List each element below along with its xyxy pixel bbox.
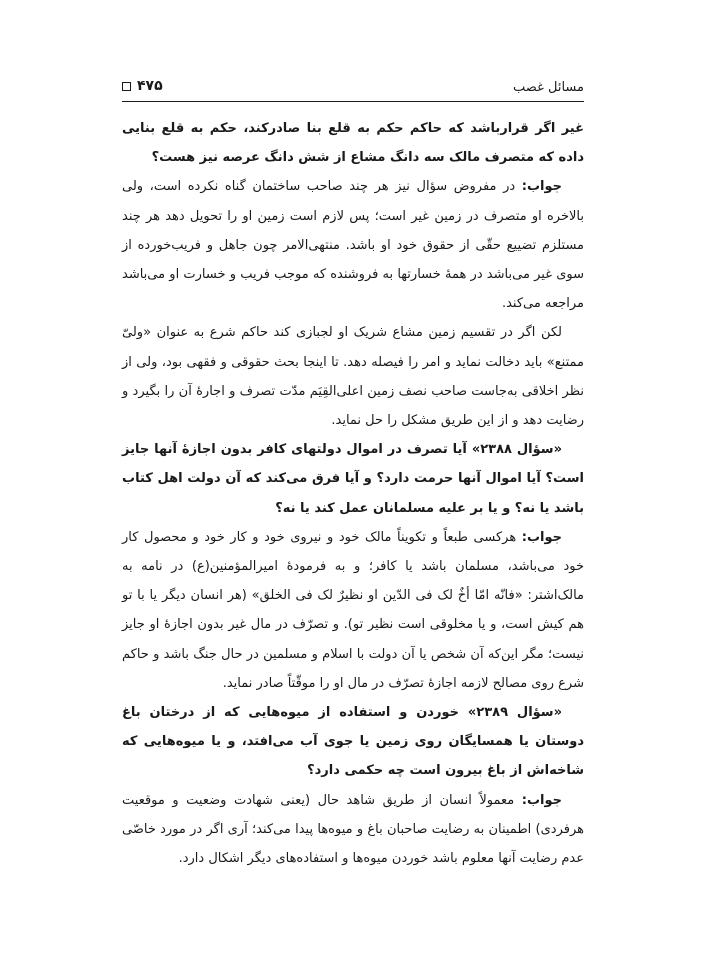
answer-text: در مفروض سؤال نیز هر چند صاحب ساختمان گناه نکرده است، ولی بالاخره او متصرف در زمین غیر است؛ پس لازم است زمین او را تحویل دهد هر چند مستلزم تضییع حقّی از حقوق خود او باشد. منتهی‌الامر چون جاهل و فریب‌خورده از سوی غیر می‌باشد در همهٔ خسارتها به فروشنده که موجب فریب و خسارت او می‌باشد مراجعه می‌کند. <box>122 179 584 312</box>
answer-2389 <box>122 786 584 874</box>
answer-label: جواب: <box>521 179 562 195</box>
question-2388: «سؤال ۲۳۸۸» آیا تصرف در اموال دولتهای کافر بدون اجازهٔ آنها جایز است؟ آیا اموال آنها حرمت دارد؟ و آیا فرق می‌کند که آن دولت اهل کتاب باشد یا نه؟ و یا بر علیه مسلمانان عمل کند یا نه؟ <box>122 442 584 516</box>
answer-label: جواب: <box>521 792 562 808</box>
answer-paragraph-2: لکن اگر در تقسیم زمین مشاع شریک او لجبازی کند حاکم شرع به عنوان «ولیّ ممتنع» باید دخالت نماید و امر را فیصله دهد. تا اینجا بحث حقوقی و فقهی بود، ولی از نظر اخلاقی به‌جاست صاحب نصف زمین اعلی‌القِیَم مدّت تصرف و اجارهٔ آن را بگیرد و رضایت دهد و از این طریق مشکل را حل نماید. <box>122 325 584 429</box>
page-number-group <box>122 78 163 94</box>
page-number: ۴۷۵ <box>137 78 163 94</box>
header-rule <box>122 101 584 102</box>
answer-paragraph <box>122 172 584 318</box>
answer-text: معمولاً انسان از طریق شاهد حال (یعنی شهادت وضعیت و موقعیت هرفردی) اطمینان به رضایت صاحبان باغ و میوه‌ها پیدا می‌کند؛ آری اگر در مورد خاصّی عدم رضایت آنها معلوم باشد خوردن میوه‌ها و استفاده‌های دیگر اشکال دارد. <box>122 792 584 867</box>
question-2389: «سؤال ۲۳۸۹» خوردن و استفاده از میوه‌هایی که از درختان باغ دوستان یا همسایگان روی زمین یا جوی آب می‌افتد، و یا میوه‌هایی که شاخه‌اش از باغ بیرون است چه حکمی دارد؟ <box>122 705 584 779</box>
page-body <box>122 114 584 873</box>
square-icon <box>122 82 131 91</box>
running-title: مسائل غصب <box>513 80 584 95</box>
page-header <box>122 78 584 100</box>
question-continuation: غیر اگر قرارباشد که حاکم حکم به قلع بنا صادرکند، حکم به قلع بنایی داده که متصرف مالک سه دانگ مشاع از شش دانگ عرصه نیز هست؟ <box>122 121 584 166</box>
answer-text: هرکسی طبعاً و تکویناً مالک خود و نیروی خود و کار خود و محصول کار خود می‌باشد، مسلمان باشد یا کافر؛ و به فرمودهٔ امیرالمؤمنین(ع) در نامه به مالک‌اشتر: «فانّه امّا أخٌ لک فی الدّین او نظیرٌ لک فی الخلق» (هر انسان دیگر یا با تو هم کیش است، و یا مخلوقی است نظیر تو). و تصرّف در مال غیر بدون اجازهٔ او جایز نیست؛ مگر این‌که آن شخص یا آن دولت با اسلام و مسلمین در حال جنگ باشد و حاکم شرع روی مصالح لازمه اجازهٔ تصرّف در مال او را موقّتاً صادر نماید. <box>122 529 584 691</box>
answer-2388 <box>122 523 584 698</box>
answer-label: جواب: <box>521 529 562 545</box>
